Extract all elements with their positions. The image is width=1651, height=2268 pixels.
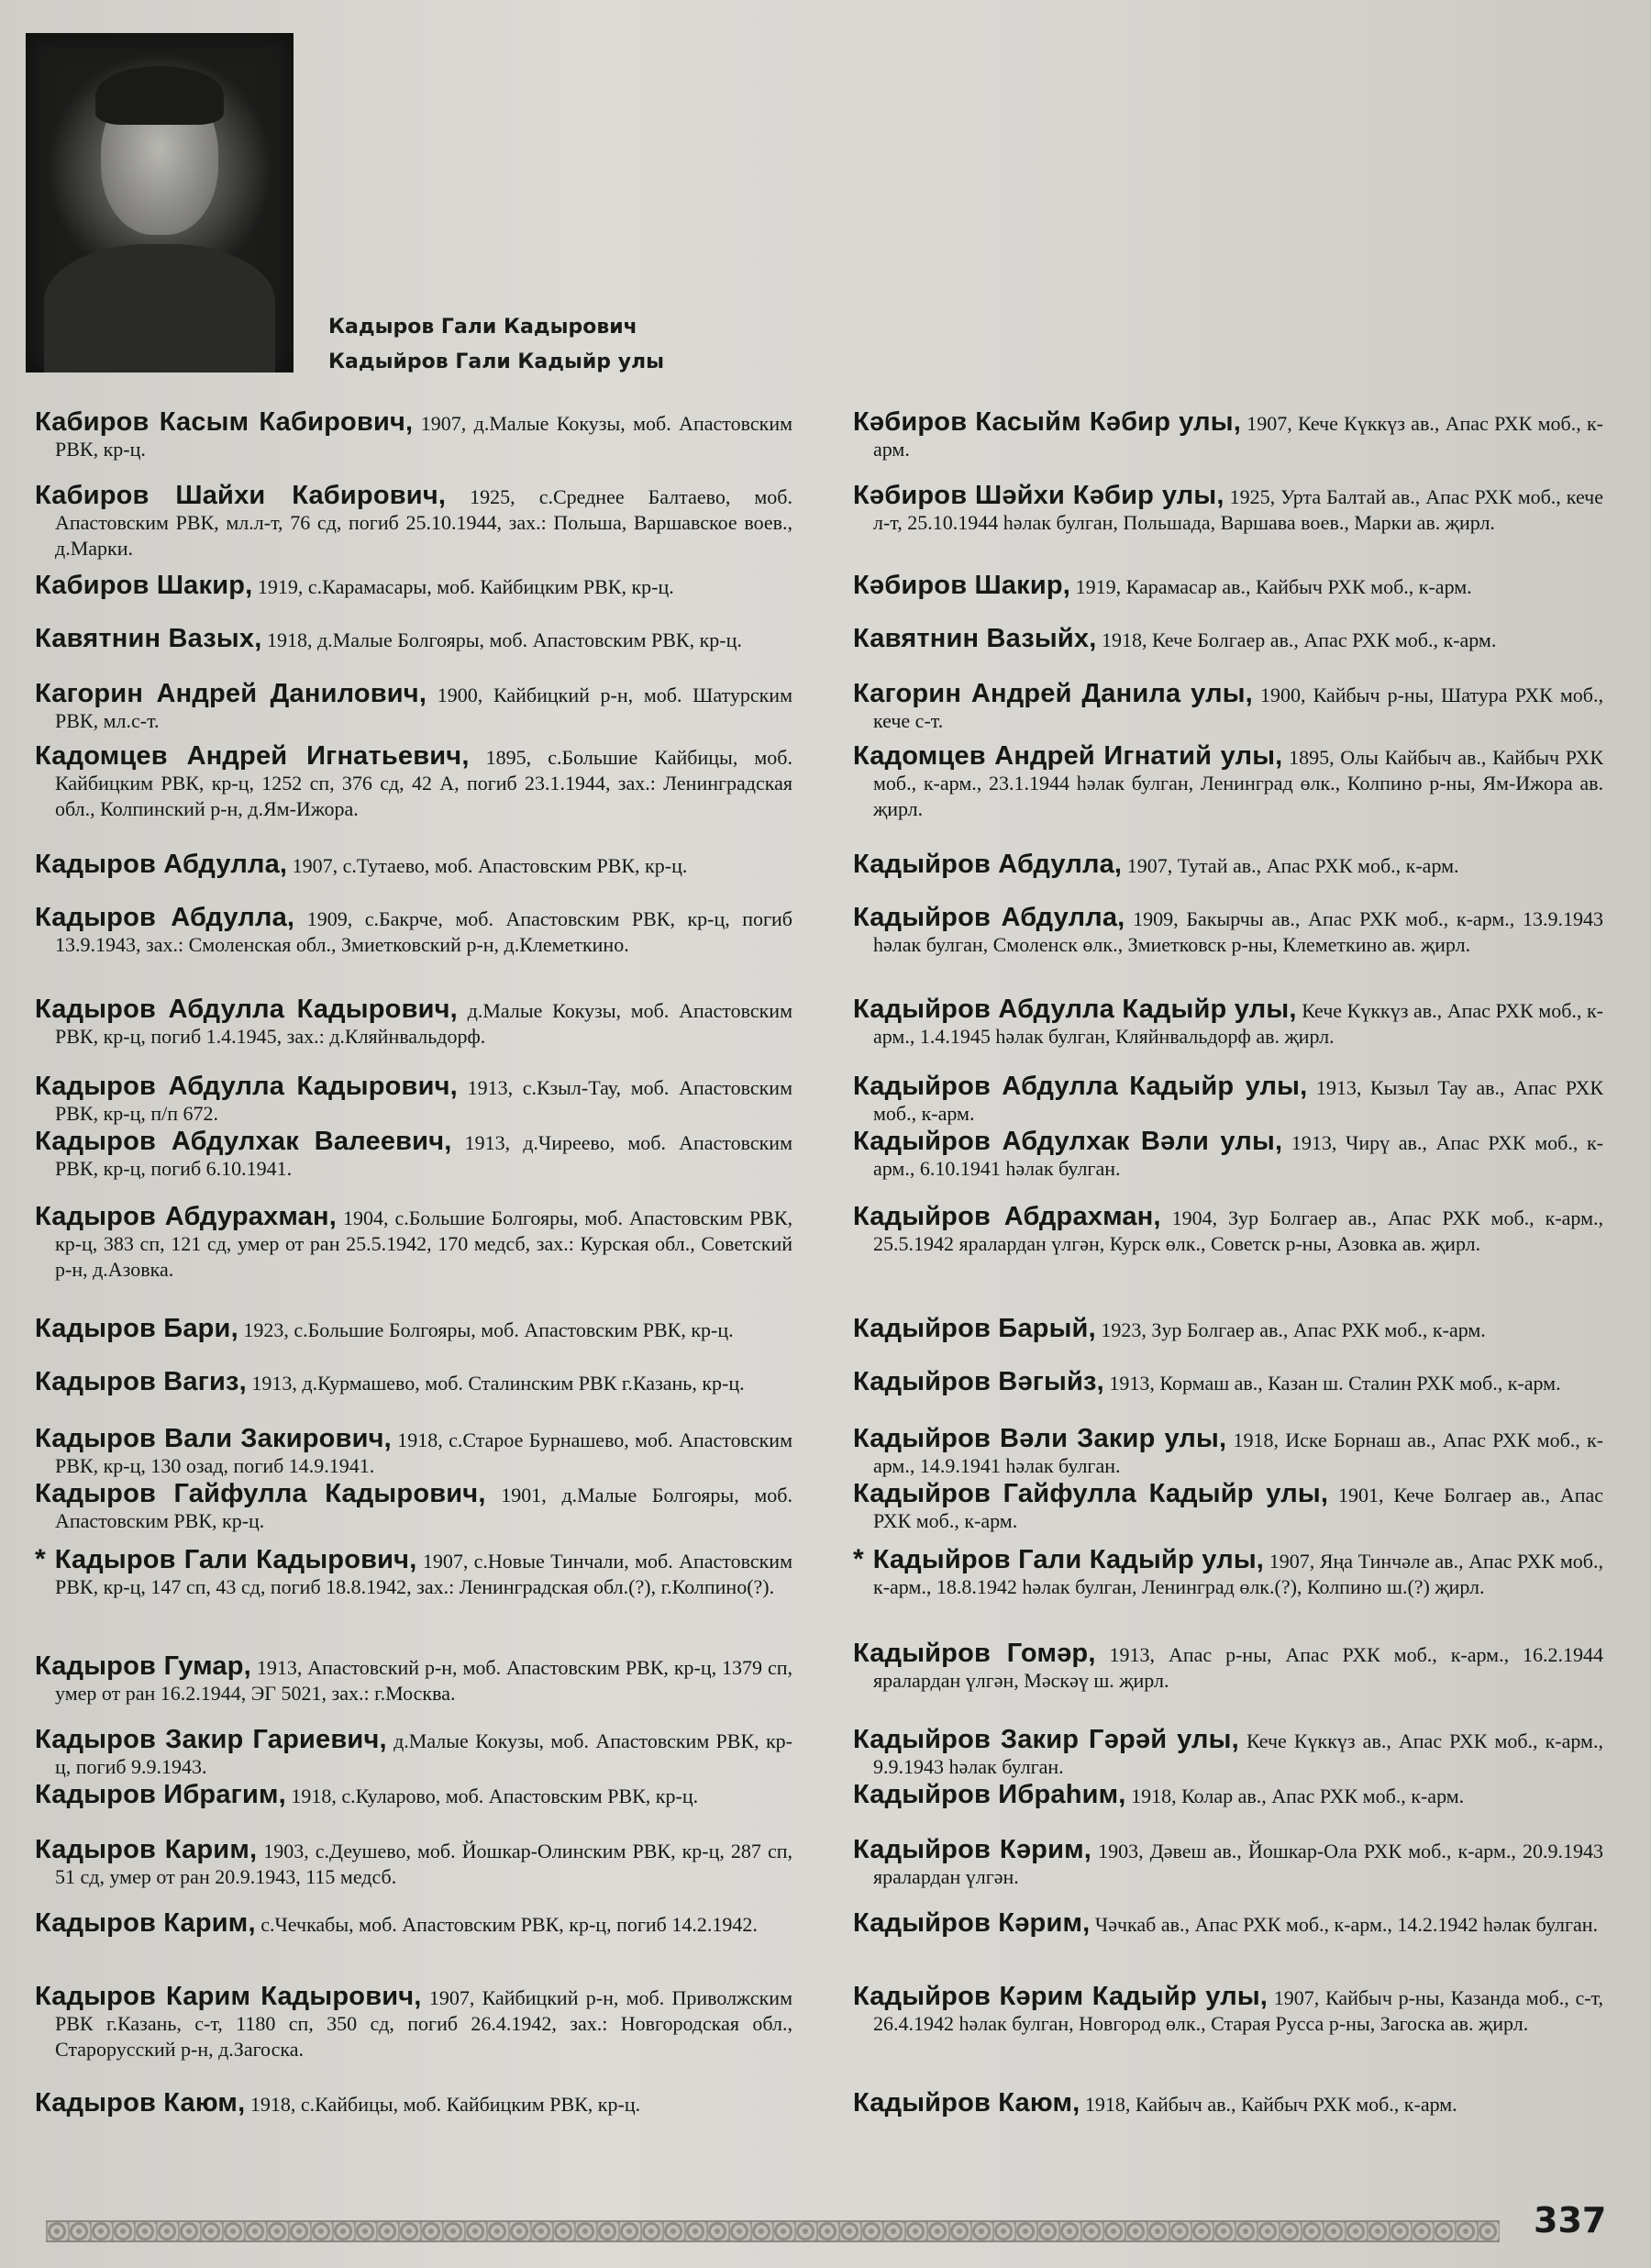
entry-name: Кадыров Абдулла,: [35, 903, 295, 932]
entry-name: Кадыйров Кәрим,: [853, 1908, 1091, 1938]
entry-details: 1903, Дәвеш ав., Йошкар-Ола РХК моб., к-арм., 20.9.1943 яралардан үлгән.: [873, 1840, 1603, 1888]
entry-details: 1900, Кайбицкий р-н, моб. Шатурским РВК, мл.с-т.: [55, 684, 792, 732]
entry-name: Кадыров Абдурахман,: [35, 1202, 337, 1231]
entry-name: Кадыров Карим,: [35, 1908, 256, 1938]
entry-name: Кадыйров Вәгыйз,: [853, 1367, 1104, 1396]
tt-entry: [853, 626, 1603, 653]
entry-name: Кадыйров Абдулла Кадыйр улы,: [853, 995, 1297, 1024]
entry-name: Кадыйров Абдулла,: [853, 850, 1123, 879]
entry-details: 1918, Кече Болгаер ав., Апас РХК моб., к-арм.: [1102, 628, 1497, 651]
entry-name: Кабиров Шайхи Кабирович,: [35, 481, 447, 510]
ru-entry: [35, 1204, 792, 1283]
entry-name: Кадыров Абдулхак Валеевич,: [35, 1127, 452, 1156]
entry-name: Кадыров Каюм,: [35, 2088, 246, 2118]
star-marker: *: [853, 1544, 864, 1574]
entry-name: Кадыров Вагиз,: [35, 1367, 247, 1396]
ru-entry: [35, 573, 792, 600]
entry-details: 1900, Кайбыч р-ны, Шатура РХК моб., кече с-т.: [873, 684, 1603, 732]
star-marker: *: [35, 1544, 46, 1574]
entry-details: 1919, с.Карамасары, моб. Кайбицким РВК, кр-ц.: [257, 575, 674, 598]
entry-name: Кадыйров Гайфулла Кадыйр улы,: [853, 1479, 1329, 1508]
entry-name: Кавятнин Вазых,: [35, 624, 262, 653]
tt-entry: [853, 1369, 1603, 1396]
entry-name: Кадыйров Абдулла Кадыйр улы,: [853, 1072, 1308, 1101]
tt-entry: [853, 1544, 1604, 1600]
entry-name: Кадыйров Абдулхак Вәли улы,: [853, 1127, 1283, 1156]
entry-name: Кадыров Абдулла Кадырович,: [35, 1072, 458, 1101]
entry-details: 1907, с.Новые Тинчали, моб. Апастовским РВК, кр-ц, 147 сп, 43 сд, погиб 18.8.1942, зах.: Ленинградская обл.(?), г.Колпино(?).: [55, 1550, 792, 1598]
entry-details: 1918, Колар ав., Апас РХК моб., к-арм.: [1131, 1784, 1465, 1807]
tt-entry: [853, 1426, 1603, 1479]
entry-name: Кадыйров Барый,: [853, 1314, 1096, 1343]
entry-name: Кадыров Гали Кадырович,: [54, 1545, 417, 1574]
entry-name: Кәбиров Касыйм Кәбир улы,: [853, 407, 1241, 437]
portrait-photo: [26, 33, 294, 372]
entry-name: Кадыйров Вәли Закир улы,: [853, 1424, 1227, 1453]
entry-name: Кадыров Карим,: [35, 1835, 258, 1864]
entry-details: 1913, Кормаш ав., Казан ш. Сталин РХК моб., к-арм.: [1109, 1372, 1561, 1395]
entry-details: 1907, Кайбицкий р-н, моб. Приволжским РВК г.Казань, с-т, 1180 сп, 350 сд, погиб 26.4.1942, зах.: Новгородская обл., Старорусский р-н, д.Загоска.: [55, 1986, 793, 2061]
entry-name: Кадыйров Абдрахман,: [853, 1202, 1161, 1231]
entry-details: 1903, с.Деушево, моб. Йошкар-Олинским РВК, кр-ц, 287 сп, 51 сд, умер от ран 20.9.1943, 115 медсб.: [55, 1840, 792, 1888]
tt-entry: [853, 1782, 1603, 1809]
entry-details: 1913, д.Курмашево, моб. Сталинским РВК г.Казань, кр-ц.: [251, 1372, 745, 1395]
entry-details: 1895, Олы Кайбыч ав., Кайбыч РХК моб., к-арм., 23.1.1944 һәлак булган, Ленинград өлк., Колпино р-ны, Ям-Ижора ав. җирл.: [873, 746, 1603, 820]
entry-name: Кадыров Абдулла,: [35, 850, 288, 879]
entry-details: 1907, Кайбыч р-ны, Казанда моб., с-т, 26.4.1942 һәлак булган, Новгород өлк., Старая Русса р-ны, Загоска ав. җирл.: [873, 1986, 1604, 2035]
ru-entry: [35, 1984, 792, 2062]
entry-details: 1913, д.Чиреево, моб. Апастовским РВК, кр-ц, погиб 6.10.1941.: [55, 1131, 792, 1180]
entry-details: 1918, Кайбыч ав., Кайбыч РХК моб., к-арм.: [1084, 2093, 1457, 2116]
entry-details: 1895, с.Большие Кайбицы, моб. Кайбицким РВК, кр-ц, 1252 сп, 376 сд, 42 А, погиб 23.1.1944, зах.: Ленинградская обл., Колпинский р-н, д.Ям-Ижора.: [55, 746, 793, 820]
entry-name: Кабиров Касым Кабирович,: [35, 407, 414, 437]
ru-entry: [35, 851, 792, 879]
tt-entry: [853, 1984, 1603, 2037]
entry-name: Кадыров Вали Закирович,: [35, 1424, 392, 1453]
entry-name: Кавятнин Вазыйх,: [853, 624, 1097, 653]
ru-entry: [35, 1544, 792, 1600]
ru-entry: [35, 1426, 792, 1479]
ru-entry: [35, 681, 792, 734]
entry-details: 1907, Яңа Тинчәле ав., Апас РХК моб., к-арм., 18.8.1942 һәлак булган, Ленинград өлк.(?), Колпино ш.(?) җирл.: [873, 1550, 1604, 1598]
entry-name: Кадыйров Ибраһим,: [853, 1780, 1126, 1809]
tt-entry: [853, 409, 1603, 462]
ru-entry: [35, 1727, 792, 1780]
ru-entry: [35, 1316, 792, 1343]
caption-tatar: Кадыйров Гали Кадыйр улы: [328, 350, 665, 373]
ru-entry: [35, 905, 792, 958]
ru-entry: [35, 1481, 792, 1534]
entry-details: 1925, Урта Балтай ав., Апас РХК моб., кече л-т, 25.10.1944 һәлак булган, Польшада, Варшава воев., Марки ав. җирл.: [873, 485, 1603, 534]
entry-details: 1909, с.Бакрче, моб. Апастовским РВК, кр-ц, погиб 13.9.1943, зах.: Смоленская обл., Змиетковский р-н, д.Клеметкино.: [55, 907, 793, 956]
entry-details: Кече Күккүз ав., Апас РХК моб., к-арм., 1.4.1945 һәлак булган, Кляйнвальдорф ав. җирл.: [873, 999, 1604, 1048]
tt-entry: [853, 1837, 1603, 1890]
entry-details: 1913, Апас р-ны, Апас РХК моб., к-арм., 16.2.1944 яралардан үлгән, Мәскәү ш. җирл.: [873, 1643, 1604, 1692]
page-number: 337: [1534, 2200, 1607, 2240]
ru-entry: [35, 743, 792, 822]
entry-name: Кагорин Андрей Данилович,: [35, 679, 427, 708]
entry-details: с.Чечкабы, моб. Апастовским РВК, кр-ц, погиб 14.2.1942.: [260, 1913, 758, 1936]
tt-entry: [853, 1128, 1603, 1182]
tt-entry: [853, 1640, 1603, 1694]
ru-entry: [35, 1369, 792, 1396]
entry-name: Кадыров Карим Кадырович,: [35, 1982, 422, 2011]
entry-name: Кадыров Закир Гариевич,: [35, 1725, 387, 1754]
entry-details: 1925, с.Среднее Балтаево, моб. Апастовским РВК, мл.л-т, 76 сд, погиб 25.10.1944, зах.: Польша, Варшавское воев., д.Марки.: [55, 485, 792, 560]
entry-details: Кече Күккүз ав., Апас РХК моб., к-арм., 9.9.1943 һәлак булган.: [873, 1729, 1603, 1778]
entry-details: Чәчкаб ав., Апас РХК моб., к-арм., 14.2.1942 һәлак булган.: [1094, 1913, 1599, 1936]
tt-entry: [853, 1316, 1603, 1343]
entry-details: д.Малые Кокузы, моб. Апастовским РВК, кр-ц, погиб 1.4.1945, зах.: д.Кляйнвальдорф.: [55, 999, 793, 1048]
entry-details: 1913, с.Кзыл-Тау, моб. Апастовским РВК, кр-ц, п/п 672.: [55, 1076, 792, 1125]
entry-name: Кадыйров Кәрим Кадыйр улы,: [853, 1982, 1269, 2011]
entry-name: Кәбиров Шәйхи Кәбир улы,: [853, 481, 1224, 510]
entry-details: 1919, Карамасар ав., Кайбыч РХК моб., к-арм.: [1075, 575, 1472, 598]
ru-entry: [35, 626, 792, 653]
ru-entry: [35, 1837, 792, 1890]
tt-entry: [853, 483, 1603, 536]
entry-details: 1913, Апастовский р-н, моб. Апастовским РВК, кр-ц, 1379 сп, умер от ран 16.2.1944, ЭГ 5021, зах.: г.Москва.: [55, 1656, 792, 1705]
ru-entry: [35, 1910, 792, 1938]
entry-name: Кадыйров Каюм,: [853, 2088, 1080, 2118]
entry-details: 1909, Бакырчы ав., Апас РХК моб., к-арм., 13.9.1943 һәлак булган, Смоленск өлк., Змиетковск р-ны, Клеметкино ав. җирл.: [873, 907, 1603, 956]
entry-details: 1918, д.Малые Болгояры, моб. Апастовским РВК, кр-ц.: [266, 628, 742, 651]
entry-details: 1904, с.Большие Болгояры, моб. Апастовским РВК, кр-ц, 383 сп, 121 сд, умер от ран 25.5.1942, 170 медсб, зах.: Курская обл., Советский р-н, д.Азовка.: [55, 1206, 793, 1281]
tt-entry: [853, 851, 1603, 879]
ru-entry: [35, 996, 792, 1050]
entry-details: 1918, с.Старое Бурнашево, моб. Апастовским РВК, кр-ц, 130 озад, погиб 14.9.1941.: [55, 1429, 792, 1477]
ru-entry: [35, 409, 792, 462]
tt-entry: [853, 1073, 1603, 1127]
entry-name: Кадыйров Гали Кадыйр улы,: [872, 1545, 1265, 1574]
entry-details: 1907, д.Малые Кокузы, моб. Апастовским РВК, кр-ц.: [55, 412, 793, 461]
entry-details: 1923, с.Большие Болгояры, моб. Апастовским РВК, кр-ц.: [243, 1318, 734, 1341]
tt-entry: [853, 905, 1603, 958]
entry-name: Кадомцев Андрей Игнатий улы,: [853, 741, 1283, 771]
entry-details: 1918, с.Куларово, моб. Апастовским РВК, кр-ц.: [291, 1784, 699, 1807]
entry-name: Кадыйров Кәрим,: [853, 1835, 1091, 1864]
entry-details: 1918, с.Кайбицы, моб. Кайбицким РВК, кр-ц.: [249, 2093, 641, 2116]
entry-name: Кадыров Бари,: [35, 1314, 238, 1343]
tt-entry: [853, 1910, 1603, 1938]
entry-name: Кадыйров Гомәр,: [853, 1639, 1096, 1668]
ru-entry: [35, 483, 792, 561]
entry-details: 1907, Тутай ав., Апас РХК моб., к-арм.: [1126, 854, 1459, 877]
entry-details: 1923, Зур Болгаер ав., Апас РХК моб., к-арм.: [1101, 1318, 1486, 1341]
ru-entry: [35, 1128, 792, 1182]
entry-name: Кабиров Шакир,: [35, 571, 253, 600]
photo-caption: [328, 310, 664, 380]
entry-details: д.Малые Кокузы, моб. Апастовским РВК, кр-ц, погиб 9.9.1943.: [55, 1729, 792, 1778]
tt-entry: [853, 1727, 1603, 1780]
entry-name: Кадыров Гайфулла Кадырович,: [35, 1479, 486, 1508]
entry-name: Кадыйров Абдулла,: [853, 903, 1125, 932]
ru-entry: [35, 1782, 792, 1809]
ru-entry: [35, 2090, 792, 2118]
entry-name: Кадыров Абдулла Кадырович,: [35, 995, 458, 1024]
tt-entry: [853, 1204, 1603, 1257]
tt-entry: [853, 573, 1603, 600]
entry-name: Кадыров Гумар,: [35, 1651, 251, 1681]
entry-details: 1904, Зур Болгаер ав., Апас РХК моб., к-арм., 25.5.1942 яралардан үлгән, Курск өлк., Советск р-ны, Азовка ав. җирл.: [873, 1206, 1603, 1255]
ornamental-border: [46, 2220, 1500, 2242]
entry-details: 1913, Кызыл Тау ав., Апас РХК моб., к-арм.: [873, 1076, 1604, 1125]
entry-name: Кәбиров Шакир,: [853, 571, 1071, 600]
entry-details: 1918, Иске Борнаш ав., Апас РХК моб., к-арм., 14.9.1941 һәлак булган.: [873, 1429, 1604, 1477]
entry-name: Кадыров Ибрагим,: [35, 1780, 286, 1809]
tt-entry: [853, 681, 1603, 734]
tt-entry: [853, 2090, 1603, 2118]
entry-details: 1907, Кече Күккүз ав., Апас РХК моб., к-арм.: [873, 412, 1603, 461]
entry-name: Кагорин Андрей Данила улы,: [853, 679, 1253, 708]
entry-details: 1901, Кече Болгаер ав., Апас РХК моб., к-арм.: [873, 1484, 1603, 1532]
entry-details: 1907, с.Тутаево, моб. Апастовским РВК, кр-ц.: [292, 854, 688, 877]
entry-details: 1901, д.Малые Болгояры, моб. Апастовским РВК, кр-ц.: [55, 1484, 792, 1532]
entry-name: Кадыйров Закир Гәрәй улы,: [853, 1725, 1239, 1754]
caption-russian: Кадыров Гали Кадырович: [328, 316, 637, 339]
entry-name: Кадомцев Андрей Игнатьевич,: [35, 741, 470, 771]
ru-entry: [35, 1073, 792, 1127]
ru-entry: [35, 1653, 792, 1707]
tt-entry: [853, 743, 1603, 822]
tt-entry: [853, 1481, 1603, 1534]
tt-entry: [853, 996, 1603, 1050]
entry-details: 1913, Чирү ав., Апас РХК моб., к-арм., 6.10.1941 һәлак булган.: [873, 1131, 1604, 1180]
